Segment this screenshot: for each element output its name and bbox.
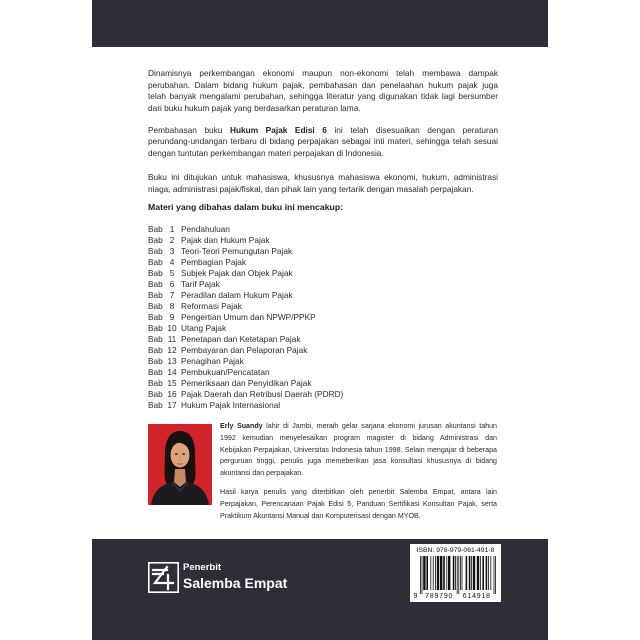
chapter-title: Tarif Pajak [181,278,220,289]
barcode-bar [458,556,459,594]
barcode-bar [457,556,458,594]
chapter-title: Pembagian Pajak [181,256,247,267]
barcode-bar [440,556,442,590]
chapter-label: Bab [148,333,163,344]
chapter-label: Bab [148,234,163,245]
salemba-empat-logo-icon [148,562,179,593]
chapter-number: 14 [167,367,177,378]
isbn-box [410,544,501,602]
chapter-label: Bab [148,289,163,300]
publisher-name: Salemba Empat [183,575,288,591]
barcode-bar [482,556,484,590]
chapter-title: Pajak dan Hukum Pajak [181,234,270,245]
author-bio [220,0,497,530]
isbn-label: ISBN: 978-979-061-491-8 [416,546,495,554]
barcode-bar [488,556,489,590]
chapter-number: 9 [169,311,175,322]
text-segment: Buku ini ditujukan untuk mahasiswa, khususnya mahasiswa ekonomi, hukum, administrasi [148,172,498,182]
barcode-digit-group: 614918 [462,592,491,600]
chapter-label: Bab [148,389,163,400]
barcode-bar [462,556,463,590]
barcode-bar [471,556,472,590]
chapter-number: 16 [167,389,177,400]
barcode-bar [477,556,479,590]
barcode-bar [466,556,468,590]
text-segment: Pembahasan buku [148,124,230,135]
text-segment: niaga, administrasi pajak/fiskal, dan pihak lain yang tertarik dengan masalah perpajakan. [148,183,474,194]
text-segment: dengan tuntutan perkembangan materi perpajakan di Indonesia. [148,147,384,158]
chapter-label: Bab [148,245,163,256]
chapter-number: 8 [169,300,175,311]
chapter-number: 12 [167,345,177,356]
chapter-number: 15 [167,378,177,389]
text-segment: telah banyak mengalami perubahan, sehingga literatur yang digunakan tidak lagi bersumber [148,91,498,102]
barcode-bar [423,556,425,590]
barcode-bar [437,556,439,590]
chapter-number: 4 [169,256,175,267]
chapter-number: 1 [169,223,175,234]
chapter-label: Bab [148,322,163,333]
text-segment: akuntansi dan perpajakan. [220,469,304,478]
chapter-number: 5 [169,267,175,278]
bold-text: Erly Suandy [220,422,263,430]
barcode-bar [443,556,445,590]
text-line [220,421,497,433]
text-line [220,433,497,445]
text-segment: dari buku hukum pajak yang berdasarkan peraturan lama. [148,102,361,113]
barcode-bar [469,556,471,590]
chapter-number: 10 [167,322,177,333]
chapter-title: Subjek Pajak dan Objek Pajak [181,267,293,278]
barcode-bar [494,556,495,594]
barcode-bar [448,556,450,590]
text-line [220,445,497,457]
chapter-number: 11 [167,333,177,344]
chapter-title: Pemeriksaan dan Penyidikan Pajak [181,378,312,389]
barcode-bar [460,556,461,590]
chapter-label: Bab [148,267,163,278]
text-segment: perundang-undangan terbaru di bidang perpajakan sebagai inti materi, sehingga telah sesuai [148,136,498,147]
chapter-label: Bab [148,378,163,389]
barcode-bar [480,556,481,590]
text-line [220,511,497,523]
chapter-label: Bab [148,278,163,289]
text-line [220,499,497,511]
chapter-title: Penagihan Pajak [181,356,244,367]
text-segment: lahir di Jambi, meraih gelar sarjana ekonomi jurusan akuntansi tahun [262,422,497,430]
text-segment: Hasil karya penulis yang diterbitkan oleh penerbit Salemba Empat, antara lain [220,488,497,496]
barcode-bar [473,556,475,590]
chapter-title: Peradilan dalam Hukum Pajak [181,289,293,300]
chapter-label: Bab [148,400,163,411]
bold-text: Hukum Pajak Edisi 6 [230,124,327,135]
chapter-number: 17 [167,400,177,411]
chapter-label: Bab [148,356,163,367]
text-segment: perubahan. Dalam bidang hukum pajak, pembahasan dan penelaahan hukum pajak juga [148,79,498,90]
chapter-title: Pendahuluan [181,223,230,234]
chapter-number: 6 [169,278,175,289]
text-line [220,456,497,468]
text-line [220,468,497,480]
text-segment: Perpajakan, Perencanaan Pajak Edisi 5, Panduan Sertifikasi Konsultan Pajak, serta [220,499,497,508]
publisher-label: Penerbit [183,562,222,573]
chapter-number: 2 [169,234,175,245]
text-segment: Kebijakan Perpajakan, Universitas Indonesia tahun 1998. Selain mengajar di beberapa [220,445,497,454]
barcode-bar [455,556,456,590]
chapter-title: Utang Pajak [181,322,227,333]
chapter-title: Pembayaran dan Pelaporan Pajak [181,345,308,356]
barcode-bar [420,556,421,594]
chapter-title: Teori-Teori Pemungutan Pajak [181,245,293,256]
chapter-number: 13 [167,356,177,367]
barcode-bar [426,556,428,590]
chapter-title: Pajak Daerah dan Retribusi Daerah (PDRD) [181,389,344,400]
chapter-number: 7 [169,289,175,300]
text-segment: ini telah disesuaikan dengan peraturan [326,124,498,135]
barcode-bar [435,556,436,590]
chapter-title: Hukum Pajak Internasional [181,400,281,411]
chapter-label: Bab [148,223,163,234]
chapter-title: Pengertian Umum dan NPWP/PPKP [181,311,316,322]
barcode-bar [430,556,431,590]
bio-paragraph [220,487,497,522]
author-photo [148,424,212,505]
barcode-bar [490,556,491,590]
barcode-digit-group: 9 [413,592,418,600]
bio-paragraph [220,421,497,480]
barcode-digit-group: 789790 [425,592,454,600]
chapter-label: Bab [148,367,163,378]
chapter-label: Bab [148,256,163,267]
barcode-bar [446,556,447,590]
text-segment: Dinamisnya perkembangan ekonomi maupun non-ekonomi telah membawa dampak [148,68,498,78]
contents-heading: Materi yang dibahas dalam buku ini mencakup: [148,202,344,212]
barcode [420,556,496,594]
chapter-number: 3 [169,245,175,256]
text-segment: 1992 kemudian menyelesaikan program magister di bidang Administrasi dan [220,433,497,442]
barcode-bar [422,556,423,594]
chapter-label: Bab [148,345,163,356]
barcode-bar [486,556,488,590]
barcode-bar [453,556,455,590]
barcode-bar [495,556,496,594]
text-segment: perguruan tinggi, penulis juga memeberikan jasa konsultasi khususnya di bidang [220,457,497,466]
chapter-label: Bab [148,300,163,311]
text-segment: Praktikum Akuntansi Manual dan Komputerisasi dengan MYOB. [220,511,421,520]
chapter-label: Bab [148,311,163,322]
chapter-title: Reformasi Pajak [181,300,242,311]
text-line [220,487,497,499]
chapter-title: Penetapan dan Ketetapan Pajak [181,333,301,344]
barcode-bar [433,556,434,590]
chapter-title: Pembukuan/Pencatatan [181,367,270,378]
